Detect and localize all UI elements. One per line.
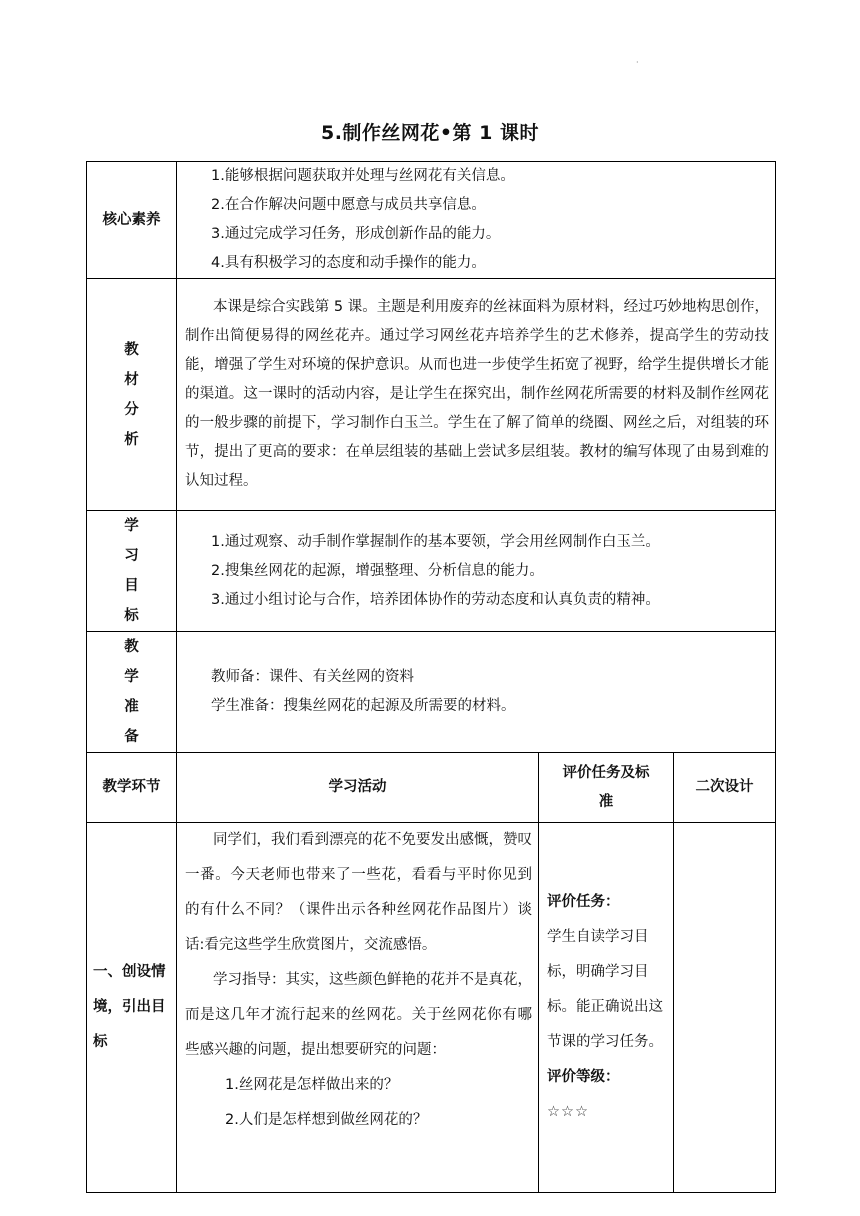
analysis-label-line1: 教 材 <box>124 341 159 388</box>
prep-teacher: 教师备：课件、有关丝网的资料 <box>211 669 414 685</box>
core-item: 2.在合作解决问题中愿意与成员共享信息。 <box>211 197 486 213</box>
prep-row <box>87 632 776 753</box>
activity-cell <box>177 823 539 1193</box>
col-redesign-header: 二次设计 <box>674 753 776 823</box>
analysis-row <box>87 279 776 511</box>
stage-row <box>87 823 776 1193</box>
prep-label-line2: 准 备 <box>124 699 159 745</box>
column-header-row <box>87 753 776 823</box>
eval-task-label: 评价任务： <box>547 894 620 910</box>
core-item: 4.具有积极学习的态度和动手操作的能力。 <box>211 255 486 271</box>
eval-task-text: 学生自读学习目标，明确学习目标。能正确说出这节课的学习任务。 <box>547 929 663 1050</box>
lesson-plan-table <box>86 161 776 1193</box>
core-content <box>177 162 776 279</box>
prep-label-line1: 教 学 <box>124 639 159 685</box>
redesign-cell <box>674 823 776 1193</box>
analysis-content <box>177 279 776 511</box>
col-activity-header: 学习活动 <box>177 753 539 823</box>
eval-level-label: 评价等级： <box>547 1069 620 1085</box>
col-stage-header: 教学环节 <box>87 753 177 823</box>
analysis-label-line2: 分 析 <box>124 401 159 448</box>
goal-item: 1.通过观察、动手制作掌握制作的基本要领，学会用丝网制作白玉兰。 <box>211 533 660 550</box>
prep-label <box>87 632 177 753</box>
analysis-label <box>87 279 177 511</box>
eval-level-stars: ☆☆☆ <box>547 1104 589 1120</box>
goals-label-line2: 目 标 <box>124 578 159 624</box>
evaluation-cell <box>539 823 674 1193</box>
prep-content <box>177 632 776 753</box>
activity-para: 同学们，我们看到漂亮的花不免要发出感慨，赞叹一番。今天老师也带来了一些花，看看与平时你见到的有什么不同？（课件出示各种丝网花作品图片）谈话:看完这些学生欣赏图片，交流感悟。 <box>185 832 532 953</box>
goals-label <box>87 511 177 632</box>
core-item: 3.通过完成学习任务，形成创新作品的能力。 <box>211 226 501 242</box>
page-mark: · <box>636 58 639 67</box>
prep-student: 学生准备：搜集丝网花的起源及所需要的材料。 <box>211 698 516 714</box>
goal-item: 3.通过小组讨论与合作，培养团体协作的劳动态度和认真负责的精神。 <box>211 591 660 608</box>
goals-label-line1: 学 习 <box>124 518 159 564</box>
core-item: 1.能够根据问题获取并处理与丝网花有关信息。 <box>211 168 515 184</box>
goals-row <box>87 511 776 632</box>
activity-para: 学习指导：其实，这些颜色鲜艳的花并不是真花，而是这几年才流行起来的丝网花。关于丝网花你有哪些感兴趣的问题，提出想要研究的问题： <box>185 972 532 1058</box>
goals-content <box>177 511 776 632</box>
page-title: 5.制作丝网花•第 1 课时 <box>320 122 540 144</box>
col-evaluation-header: 评价任务及标准 <box>539 753 674 823</box>
goal-item: 2.搜集丝网花的起源，增强整理、分析信息的能力。 <box>211 562 544 579</box>
core-row <box>87 162 776 279</box>
core-label: 核心素养 <box>87 162 177 279</box>
activity-question: 1.丝网花是怎样做出来的？ <box>225 1077 399 1093</box>
analysis-text: 本课是综合实践第 5 课。主题是利用废弃的丝袜面料为原材料，经过巧妙地构思创作，制作出简便易得的网丝花卉。通过学习网丝花卉培养学生的艺术修养，提高学生的劳动技能，增强了学生对环境的保护意识。从而也进一步使学生拓宽了视野，给学生提供增长才能的渠道。这一课时的活动内容，是让学生在探究出，制作丝网花所需要的材料及制作丝网花的一般步骤的前提下，学习制作白玉兰。学生在了解了简单的绕圈、网丝之后，对组装的环节，提出了更高的要求：在单层组装的基础上尝试多层组装。教材的编写体现了由易到难的认知过程。 <box>185 299 770 489</box>
activity-question: 2.人们是怎样想到做丝网花的？ <box>225 1112 428 1128</box>
stage-label: 一、创设情境，引出目标 <box>87 823 177 1193</box>
